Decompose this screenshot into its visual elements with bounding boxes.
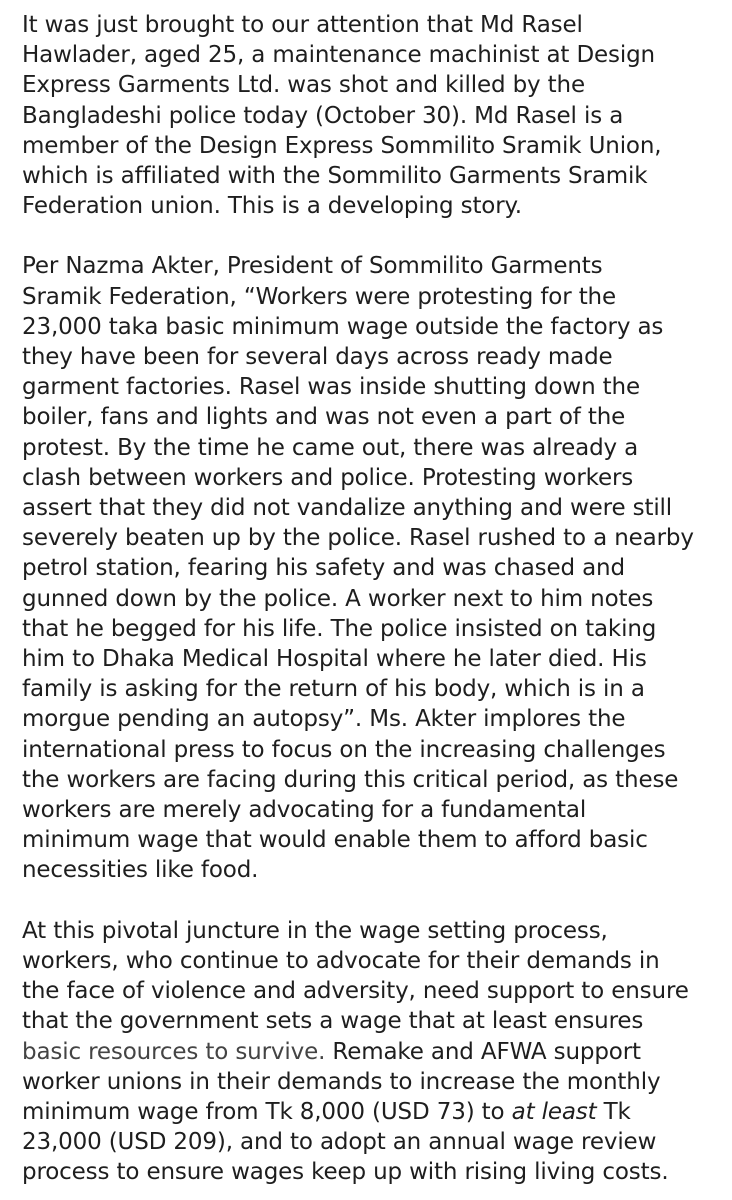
text-line: 23,000 (USD 209), and to adopt an annual wage review — [22, 1129, 657, 1156]
text-line: protest. By the time he came out, there was already a — [22, 434, 639, 461]
text-line: worker unions in their demands to increase the monthly — [22, 1068, 661, 1095]
text-line: Federation union. This is a developing story. — [22, 193, 522, 220]
text-line: family is asking for the return of his body, which is in a — [22, 676, 645, 703]
text-line: Per Nazma Akter, President of Sommilito Garments — [22, 253, 603, 280]
paragraph-gap — [22, 886, 722, 916]
text-line: It was just brought to our attention that Md Rasel — [22, 12, 583, 38]
text-line: that the government sets a wage that at least ensures — [22, 1008, 644, 1035]
emphasis-text: at least — [511, 1098, 597, 1125]
text-line: At this pivotal juncture in the wage setting process, — [22, 917, 608, 944]
text-line: boiler, fans and lights and was not even a part of the — [22, 404, 626, 431]
text-line: 23,000 taka basic minimum wage outside the factory as — [22, 313, 664, 340]
text-run: Tk — [596, 1098, 631, 1125]
text-line: the face of violence and adversity, need support to ensure — [22, 978, 689, 1005]
text-line: Hawlader, aged 25, a maintenance machinist at Design — [22, 42, 655, 69]
text-line: clash between workers and police. Protesting workers — [22, 464, 634, 491]
paragraph-gap — [22, 221, 722, 251]
text-line: workers, who continue to advocate for their demands in — [22, 947, 660, 974]
text-line: petrol station, fearing his safety and was chased and — [22, 555, 625, 582]
text-line: they have been for several days across ready made — [22, 344, 613, 371]
text-line: workers are merely advocating for a fundamental — [22, 797, 587, 824]
paragraph-incident — [22, 10, 722, 221]
text-run: minimum wage from Tk 8,000 (USD 73) to — [22, 1098, 512, 1125]
text-line — [22, 1097, 722, 1127]
text-line: necessities like food. — [22, 857, 259, 884]
text-line: morgue pending an autopsy”. Ms. Akter implores the — [22, 706, 626, 733]
text-line: the workers are facing during this critical period, as these — [22, 766, 679, 793]
text-line: that he begged for his life. The police insisted on taking — [22, 615, 657, 642]
paragraph-call-to-action — [22, 916, 722, 1188]
paragraph-quote — [22, 251, 722, 885]
text-line: member of the Design Express Sommilito Sramik Union, — [22, 132, 662, 159]
text-line: Sramik Federation, “Workers were protesting for the — [22, 283, 616, 310]
text-line: gunned down by the police. A worker next to him notes — [22, 585, 654, 612]
text-line: garment factories. Rasel was inside shutting down the — [22, 374, 640, 401]
text-line: process to ensure wages keep up with rising living costs. — [22, 1159, 669, 1186]
text-line: severely beaten up by the police. Rasel rushed to a nearby — [22, 525, 694, 552]
muted-text: basic resources to survive. — [22, 1038, 326, 1065]
text-line: Express Garments Ltd. was shot and killed by the — [22, 72, 585, 99]
document-body — [22, 10, 722, 1188]
text-line — [22, 1037, 722, 1067]
text-line: which is affiliated with the Sommilito Garments Sramik — [22, 163, 648, 190]
text-line: international press to focus on the increasing challenges — [22, 736, 666, 763]
text-line: Bangladeshi police today (October 30). Md Rasel is a — [22, 102, 624, 129]
text-line: minimum wage that would enable them to afford basic — [22, 827, 648, 854]
text-line: him to Dhaka Medical Hospital where he later died. His — [22, 646, 647, 673]
text-run: Remake and AFWA support — [325, 1038, 641, 1065]
text-line: assert that they did not vandalize anything and were still — [22, 495, 673, 522]
